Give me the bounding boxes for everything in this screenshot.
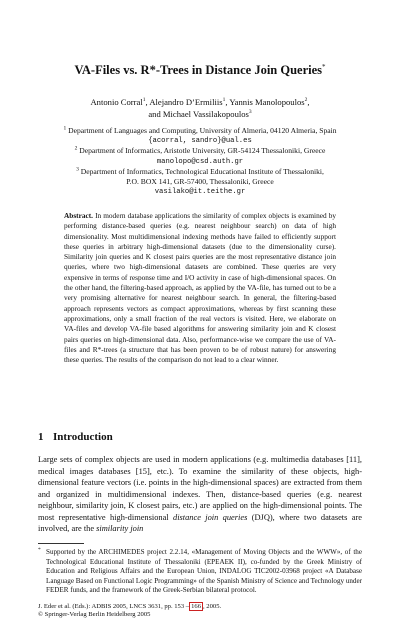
footnote [38, 548, 362, 596]
affil-text: Department of Languages and Computing, University of Almeria, 04120 Almeria, Spain [68, 126, 337, 135]
affil-mark: 1 [63, 125, 67, 132]
affil-mark: 2 [74, 145, 78, 152]
author-name: Antonio Corral [90, 97, 143, 107]
intro-emphasis: similarity join [96, 524, 144, 533]
author-list [0, 96, 400, 120]
author-line-2 [0, 108, 400, 120]
author-name: Alejandro D’Ermiliis [149, 97, 223, 107]
author-conjunction: and [148, 109, 163, 119]
author-line-1 [0, 96, 400, 108]
affiliation-2 [30, 146, 370, 156]
affil-text: Department of Informatics, Technological Educational Institute of Thessaloniki, [80, 166, 324, 176]
citation-text: , 2005. [203, 603, 222, 610]
citation-text: J. Eder et al. (Eds.): ADBIS 2005, LNCS 3631, pp. 153 – [38, 603, 190, 610]
page-range-link[interactable]: 166 [191, 603, 201, 610]
affiliations [30, 126, 370, 197]
author-affil-mark: 1 [222, 97, 226, 104]
abstract-text: In modern database applications the similarity of complex objects is examined by performing distance-based queries (e.g. nearest neighbour search) on data of high dimensionality. Most multidimensional indexing methods have failed to efficiently support these queries in arbitrary high-dimensional datasets (due to the dimensionality curse). Similarity join queries and K closest pairs queries are the most representative distance join queries, where two high-dimensional datasets are combined. These queries are very expensive in terms of response time and I/O activity in case of high-dimensional spaces. On the other hand, the filtering-based approach, as applied by the VA-file, has turned out to be a very promising alternative for nearest neighbour search. In general, the filtering-based approach represents vectors as compact approximations, whereas by first scanning these approximations, only a small fraction of the real vectors is visited. Here, we elaborate on VA-files and develop VA-file based algorithms for answering similarity join and K closest pairs queries on high-dimensional data. Also, performance-wise we compare the use of VA-files and R*-trees (a structure that has been proven to be of robust nature) for answering these queries. The results of the comparison do not lead to a clear winner. [64, 211, 336, 365]
author-separator: , [307, 97, 310, 107]
abstract [64, 211, 336, 365]
affil-email: manolopo@csd.auth.gr [156, 157, 244, 166]
affiliation-1 [30, 126, 370, 136]
author-separator: , [225, 97, 230, 107]
abstract-label: Abstract. [64, 211, 93, 220]
author-name: Yannis Manolopoulos [229, 97, 305, 107]
author-name: Michael Vassilakopoulos [162, 109, 249, 119]
author-affil-mark: 3 [248, 109, 252, 116]
author-separator: , [145, 97, 150, 107]
affil-text: Department of Informatics, Aristotle University, GR-54124 Thessaloniki, Greece [79, 146, 326, 156]
intro-text: (DJQ), where two datasets are involved, are the [38, 512, 362, 533]
footnote-rule [38, 543, 84, 544]
section-heading [38, 431, 113, 443]
section-title: Introduction [53, 431, 113, 443]
citation-line-1 [38, 603, 362, 611]
intro-text: Large sets of complex objects are used in modern applications (e.g. multimedia databases [11], medical images databases [15], etc.). To examine the similarity of these objects, high-dimensional feature vectors (i.e. points in the high-dimensional spaces) are extracted from them and organized in multidimensional indexes. Then, distance-based queries (e.g. nearest neighbour, similarity join, K closest pairs, etc.) are applied on the high-dimensional points. The most representative high-dimensional [38, 455, 362, 522]
author-affil-mark: 2 [304, 97, 308, 104]
footnote-text: Supported by the ARCHIMEDES project 2.2.14, «Management of Moving Objects and the WWW», of the Technological Educational Institute of Thessaloniki (EPEAEK II), co-funded by the Greek Ministry of Education and Religious Affairs and the European Union, INDALOG TIC2002-03968 project «A Database Language Based on Functional Logic Programming» of the Spanish Ministry of Science and Technology under FEDER funds, and the framework of the Greek-Serbian bilateral protocol. [46, 548, 362, 595]
affil-email: vasilako@it.teithe.gr [154, 188, 246, 197]
section-number: 1 [38, 431, 44, 443]
intro-paragraph [38, 454, 362, 535]
title-footnote-mark: * [322, 62, 326, 71]
affiliation-3 [30, 167, 370, 177]
affil-email: {acorral, sandro}@ual.es [148, 137, 252, 146]
author-affil-mark: 1 [142, 97, 146, 104]
copyright-line: © Springer-Verlag Berlin Heidelberg 2005 [38, 611, 151, 618]
affil-text-continued: P.O. BOX 141, GR-57400, Thessaloniki, Greece [126, 177, 274, 187]
intro-emphasis: distance join queries [173, 512, 248, 522]
paper-title [0, 63, 400, 78]
title-text: VA-Files vs. R*-Trees in Distance Join Queries [74, 63, 323, 77]
affil-mark: 3 [76, 166, 79, 173]
citation [38, 603, 362, 619]
footnote-mark: * [38, 547, 41, 553]
